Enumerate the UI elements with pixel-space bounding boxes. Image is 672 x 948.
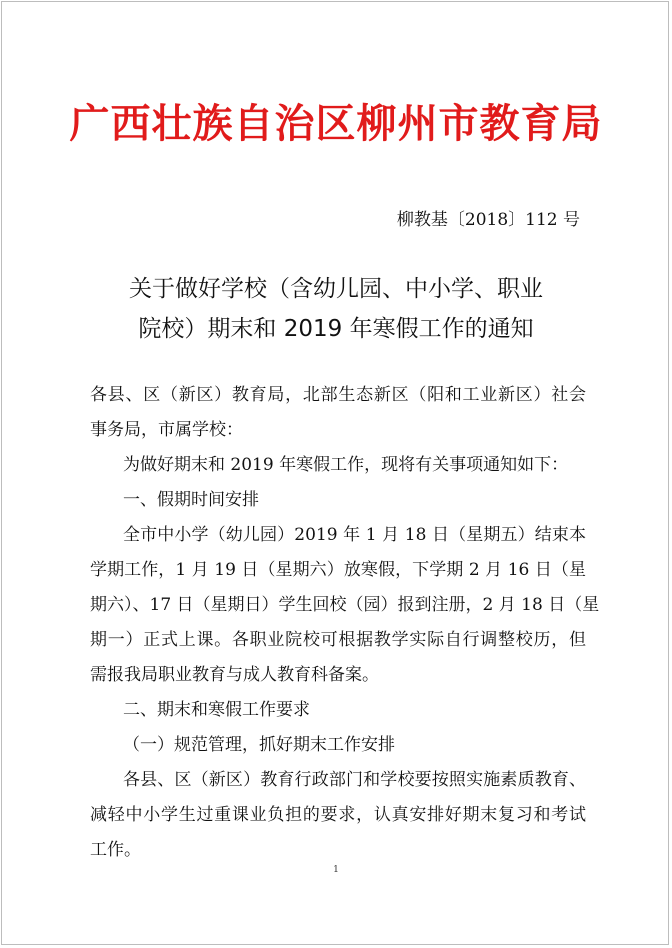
section-2-sub-1-line-3: 工作。: [90, 840, 141, 860]
section-1-heading: 一、假期时间安排: [123, 490, 259, 510]
page-number: 1: [333, 865, 339, 875]
section-2-sub-1-line-1: 各县、区（新区）教育行政部门和学校要按照实施素质教育、: [123, 770, 586, 790]
section-2-sub-1-line-2: 减轻中小学生过重课业负担的要求，认真安排好期末复习和考试: [90, 805, 586, 825]
section-2-subheading-1: （一）规范管理，抓好期末工作安排: [123, 735, 395, 755]
document-title-line-2: 院校）期末和 2019 年寒假工作的通知: [138, 316, 534, 342]
addressee-line-1: 各县、区（新区）教育局，北部生态新区（阳和工业新区）社会: [90, 385, 586, 405]
section-1-line-5: 需报我局职业教育与成人教育科备案。: [90, 665, 379, 685]
section-1-line-1: 全市中小学（幼儿园）2019 年 1 月 18 日（星期五）结束本: [123, 525, 586, 545]
document-number: 柳教基〔2018〕112 号: [396, 210, 580, 230]
document-title-line-1: 关于做好学校（含幼儿园、中小学、职业: [129, 276, 543, 302]
section-1-line-4: 期一）正式上课。各职业院校可根据教学实际自行调整校历，但: [90, 630, 586, 650]
addressee-line-2: 事务局，市属学校：: [90, 420, 243, 440]
section-2-heading: 二、期末和寒假工作要求: [123, 700, 310, 720]
letterhead-title: 广西壮族自治区柳州市教育局: [69, 100, 603, 147]
section-1-line-2: 学期工作，1 月 19 日（星期六）放寒假，下学期 2 月 16 日（星: [90, 560, 586, 580]
section-1-line-3: 期六）、17 日（星期日）学生回校（园）报到注册，2 月 18 日（星: [90, 595, 600, 615]
intro-paragraph: 为做好期末和 2019 年寒假工作，现将有关事项通知如下：: [123, 455, 569, 475]
